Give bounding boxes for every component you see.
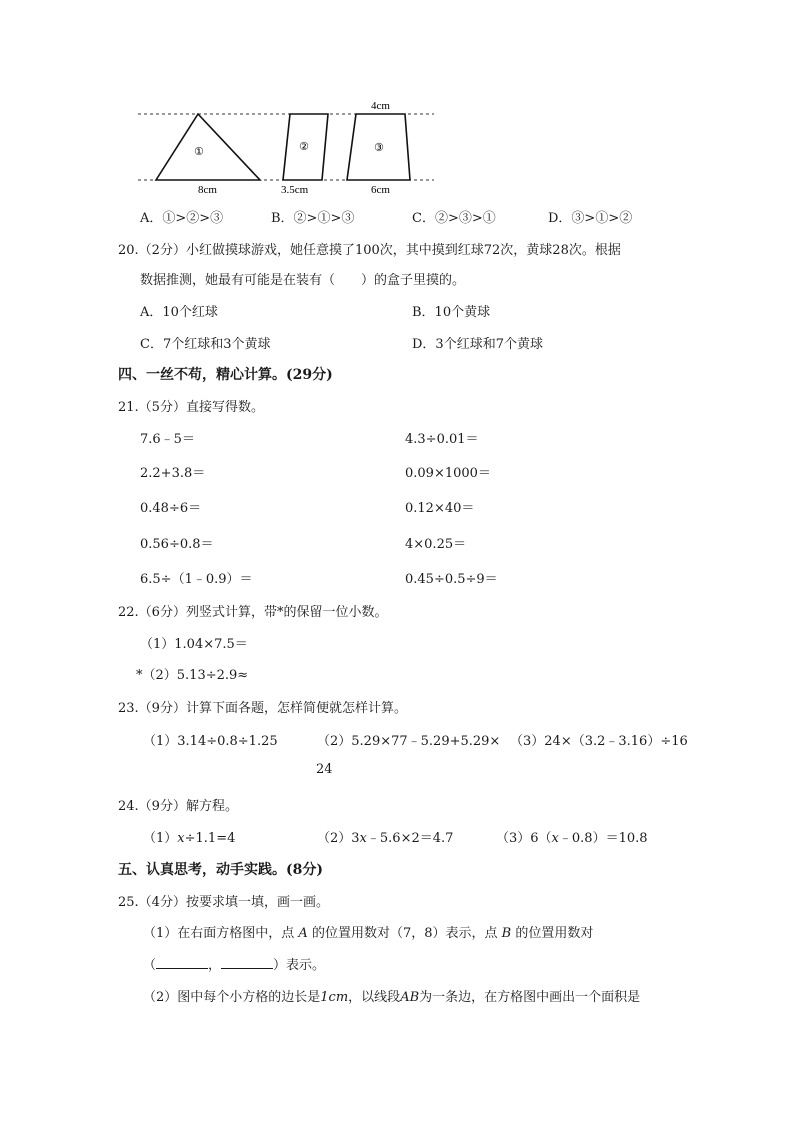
q24-item2	[317, 827, 453, 846]
shapes-figure	[130, 95, 440, 195]
q25-p2-close: ）表示。	[273, 958, 326, 973]
q24-item1-variable: x	[177, 831, 185, 846]
q24-item2-prefix: （2）3	[317, 831, 360, 846]
parallelogram-base-label: 3.5cm	[281, 184, 309, 195]
q20-option-c: C．7个红球和3个黄球	[140, 337, 271, 352]
q24-item1-rest: ÷1.1=4	[184, 831, 236, 846]
q19-option-d: D．③>①>②	[548, 211, 633, 226]
q19-option-b: B．②>①>③	[271, 211, 355, 226]
q21-left-item: 7.6﹣5＝	[140, 432, 195, 447]
q23-item1: （1）3.14÷0.8÷1.25	[143, 734, 278, 749]
q23-title: 23.（9分）计算下面各题，怎样简便就怎样计算。	[118, 701, 407, 716]
q25-p2-open: （	[143, 958, 157, 973]
q25-part2-line1	[143, 986, 640, 1005]
q20-option-b: B．10个黄球	[412, 305, 491, 320]
q21-right-item: 0.12×40＝	[405, 501, 475, 516]
q24-item3-prefix: （3）6（	[496, 831, 552, 846]
q24-item2-rest: ﹣5.6×2＝4.7	[366, 831, 454, 846]
q25-p3-text-a: （2）图中每个小方格的边长是	[143, 990, 321, 1005]
q20-line2: 数据推测，她最有可能是在装有（ ）的盒子里摸的。	[140, 273, 466, 288]
q22-item2: *（2）5.13÷2.9≈	[136, 668, 249, 683]
q21-right-item: 4×0.25＝	[405, 537, 467, 552]
q23-item2-continuation: 24	[316, 762, 333, 777]
q24-item2-variable: x	[359, 831, 367, 846]
point-a-label: A	[298, 926, 308, 941]
q22-title: 22.（6分）列竖式计算，带*的保留一位小数。	[118, 605, 388, 620]
q24-item3-variable: x	[551, 831, 559, 846]
section5-title: 五、认真思考，动手实践。(8分)	[118, 862, 323, 878]
shape1-label: ①	[194, 145, 204, 158]
q24-title: 24.（9分）解方程。	[118, 799, 238, 814]
answer-blank-y[interactable]	[221, 956, 273, 969]
point-b-label: B	[501, 926, 512, 941]
triangle-base-label: 8cm	[198, 184, 217, 195]
q25-p3-text-b: ，以线段	[348, 990, 401, 1005]
q20-line1: 20.（2分）小红做摸球游戏，她任意摸了100次，其中摸到红球72次，黄球28次。根据	[118, 243, 621, 258]
q25-p2-sep: ，	[208, 958, 222, 973]
q23-item3: （3）24×（3.2﹣3.16）÷16	[510, 734, 688, 749]
q20-option-a: A．10个红球	[140, 305, 218, 320]
q21-left-item: 0.56÷0.8＝	[140, 537, 214, 552]
q21-left-item: 0.48÷6＝	[140, 501, 202, 516]
q21-right-item: 4.3÷0.01＝	[405, 432, 479, 447]
q21-title: 21.（5分）直接写得数。	[118, 400, 264, 415]
segment-ab-label: AB	[400, 990, 420, 1005]
top-width-label: 4cm	[371, 100, 390, 112]
q25-title: 25.（4分）按要求填一填，画一画。	[118, 895, 329, 910]
q24-item3-rest: ﹣0.8）＝10.8	[558, 831, 648, 846]
triangle-shape	[156, 114, 260, 180]
q19-option-a: A．①>②>③	[140, 211, 224, 226]
answer-blank-x[interactable]	[156, 956, 208, 969]
shape3-label: ③	[374, 141, 384, 154]
q24-item3	[496, 827, 648, 846]
q24-item1-prefix: （1）	[143, 831, 178, 846]
q25-p3-text-c: 为一条边，在方格图中画出一个面积是	[419, 990, 641, 1005]
q25-p1-text-b: 的位置用数对（7，8）表示，点	[311, 926, 498, 941]
q25-p1-text-a: （1）在右面方格图中，点	[143, 926, 295, 941]
q20-option-d: D．3个红球和7个黄球	[412, 337, 543, 352]
q21-left-item: 6.5÷（1﹣0.9）＝	[140, 572, 253, 587]
q25-part1-line2	[143, 954, 325, 973]
q19-option-c: C．②>③>①	[412, 211, 496, 226]
q24-item1	[143, 827, 235, 846]
q21-right-item: 0.45÷0.5÷9＝	[405, 572, 498, 587]
q25-part1-line1	[143, 922, 593, 941]
q22-item1: （1）1.04×7.5＝	[140, 637, 248, 652]
q23-item2: （2）5.29×77﹣5.29+5.29×	[317, 734, 501, 749]
q21-left-item: 2.2+3.8＝	[140, 466, 206, 481]
trapezoid-base-label: 6cm	[371, 184, 390, 195]
q21-right-item: 0.09×1000＝	[405, 466, 491, 481]
q25-p3-unit: 1cm	[320, 990, 349, 1005]
q25-p1-text-c: 的位置用数对	[515, 926, 594, 941]
section4-title: 四、一丝不苟，精心计算。(29分)	[118, 367, 333, 383]
shape2-label: ②	[299, 140, 309, 153]
